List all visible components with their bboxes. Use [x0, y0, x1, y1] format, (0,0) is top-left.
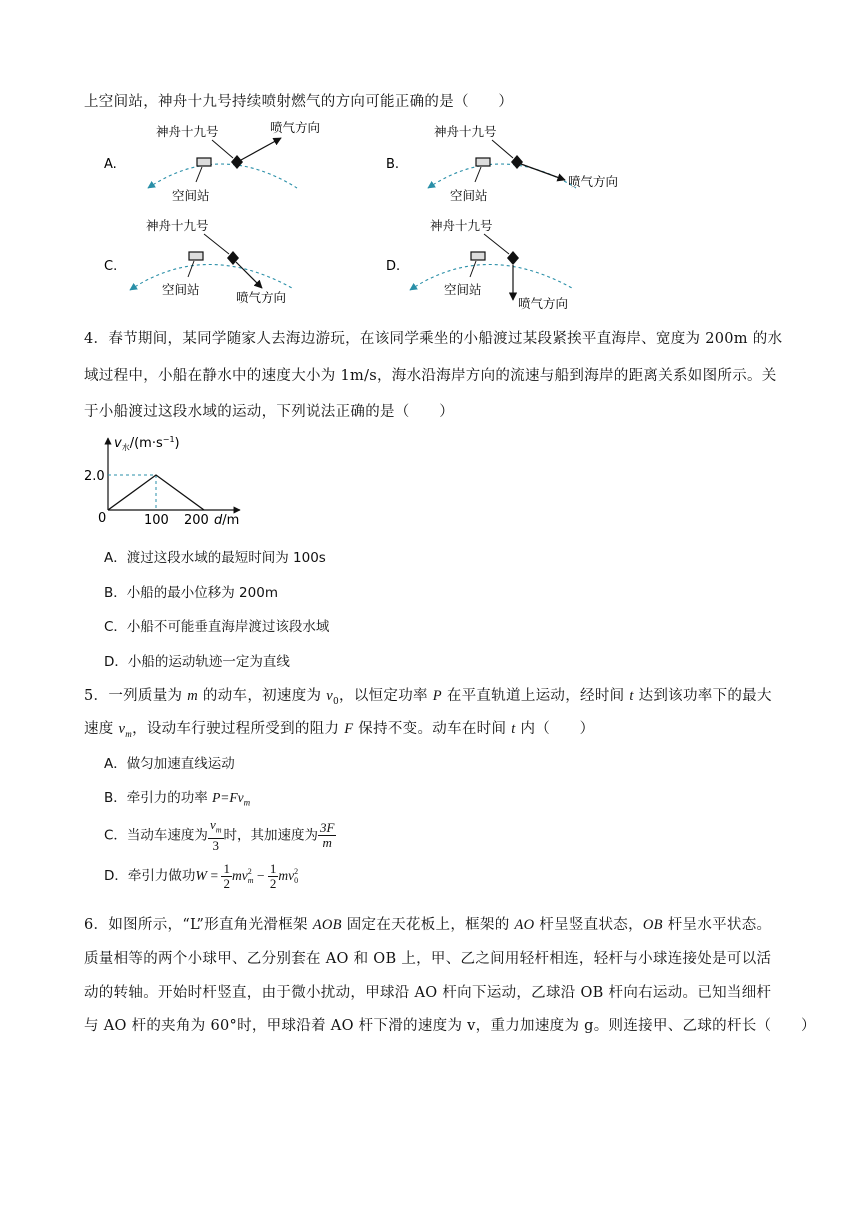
q3-d-craft	[507, 251, 519, 265]
q3-d-jet-label: 喷气方向	[518, 296, 569, 311]
q6-stem-line-3: 动的转轴。开始时杆竖直，由于微小扰动，甲球沿 AO 杆向下运动，乙球沿 OB 杆向右运动。已知当细杆	[84, 985, 772, 1001]
q3-a-jet-label: 喷气方向	[270, 120, 321, 135]
q3-option-d-diagram	[386, 218, 572, 311]
q3-b-jet-label: 喷气方向	[568, 174, 619, 189]
q3-diagrams	[0, 112, 868, 322]
q3-option-a-diagram	[104, 120, 320, 203]
q3-c-station	[189, 252, 203, 260]
q3-a-letter: A.	[104, 157, 117, 172]
q4-graph	[80, 432, 280, 530]
q4-stem-line-1: 4．春节期间，某同学随家人去海边游玩，在该同学乘坐的小船渡过某段紧挨平直海岸、宽度为 200m 的水	[84, 331, 783, 347]
q3-b-letter: B.	[386, 157, 400, 172]
q3-c-jet-label: 喷气方向	[236, 290, 287, 305]
q4-graph-curve	[108, 475, 204, 510]
q3-a-station	[197, 158, 211, 166]
q3-d-letter: D.	[386, 259, 401, 274]
q5-optc-fraction-vm-3: $\frac{v_m}{3}$	[209, 817, 222, 853]
q3-b-station	[476, 158, 490, 166]
q3-b-station-label: 空间站	[450, 188, 488, 203]
q5-option-d: D．牵引力做功W = $\frac{1}{2}$ mv 2 m − $\frac{1}{2}$ mv 2 0	[104, 860, 299, 891]
q4-stem-line-2: 域过程中，小船在静水中的速度大小为 1m/s，海水沿海岸方向的流速与船到海岸的距离关系如图所示。关	[84, 368, 777, 384]
q4-option-c: C．小船不可能垂直海岸渡过该段水域	[104, 619, 330, 635]
q3-d-station	[471, 252, 485, 260]
q3-option-b-diagram	[386, 124, 618, 203]
q3-d-craft-label: 神舟十九号	[430, 218, 493, 233]
q5-optd-half-2: $\frac{1}{2}$	[269, 860, 277, 891]
q3-a-craft	[231, 155, 243, 169]
q5-optd-half-1: $\frac{1}{2}$	[223, 860, 230, 891]
q4-stem-line-3: 于小船渡过这段水域的运动，下列说法正确的是（ ）	[84, 404, 454, 420]
q3-c-craft-label: 神舟十九号	[146, 218, 209, 233]
q3-c-letter: C.	[104, 259, 118, 274]
q3-stem: 上空间站，神舟十九号持续喷射燃气的方向可能正确的是（ ）	[84, 94, 514, 110]
q6-stem-line-2: 质量相等的两个小球甲、乙分别套在 AO 和 OB 上，甲、乙之间用轻杆相连，轻杆与小球连接处是可以活	[84, 951, 772, 967]
q6-stem-line-1: 6．如图所示，“L”形直角光滑框架 AOB 固定在天花板上，框架的 AO 杆呈竖直状态，OB 杆呈水平状态。	[84, 917, 772, 933]
q3-b-craft-label: 神舟十九号	[434, 124, 497, 139]
q5-option-c: C．当动车速度为 $\frac{v_m}{3}$ 时，其加速度为 $\frac{3F}{m}$	[104, 817, 335, 853]
q4-graph-x-tick-100: 100	[144, 513, 169, 528]
q4-graph-x-tick-200: 200	[184, 513, 209, 528]
q4-option-d: D．小船的运动轨迹一定为直线	[104, 654, 290, 670]
q3-a-station-label: 空间站	[172, 188, 210, 203]
q6-stem-line-4: 与 AO 杆的夹角为 60°时，甲球沿着 AO 杆下滑的速度为 v，重力加速度为 g。则连接甲、乙球的杆长（ ）	[84, 1018, 816, 1034]
q3-a-craft-label: 神舟十九号	[156, 124, 219, 139]
q3-option-c-diagram	[104, 218, 292, 305]
q4-graph-x-label: d/m	[214, 513, 240, 528]
q3-d-station-label: 空间站	[444, 282, 482, 297]
q5-stem-line-2: 速度 $v_m$，设动车行驶过程所受到的阻力 F 保持不变。动车在时间 t 内（ ）	[84, 721, 595, 739]
q4-graph-y-label: $v_水/(m\cdot s^{-1})$	[114, 435, 180, 452]
q5-optc-fraction-3f-m: $\frac{3F}{m}$	[320, 819, 335, 850]
q4-graph-y-tick: 2.0	[84, 469, 105, 484]
q5-option-a: A．做匀加速直线运动	[104, 756, 235, 772]
q5-option-b: B．牵引力的功率 $P=Fv_m$	[104, 790, 251, 808]
q4-option-a: A．渡过这段水域的最短时间为 100s	[104, 550, 326, 566]
q3-c-station-label: 空间站	[162, 282, 200, 297]
q3-b-craft	[511, 155, 523, 169]
q4-option-b: B．小船的最小位移为 200m	[104, 585, 278, 601]
q5-stem-line-1: 5．一列质量为 m 的动车，初速度为 $v_0$，以恒定功率 P 在平直轨道上运动，经时间 t 达到该功率下的最大	[84, 688, 772, 707]
q4-graph-origin: 0	[98, 511, 107, 526]
